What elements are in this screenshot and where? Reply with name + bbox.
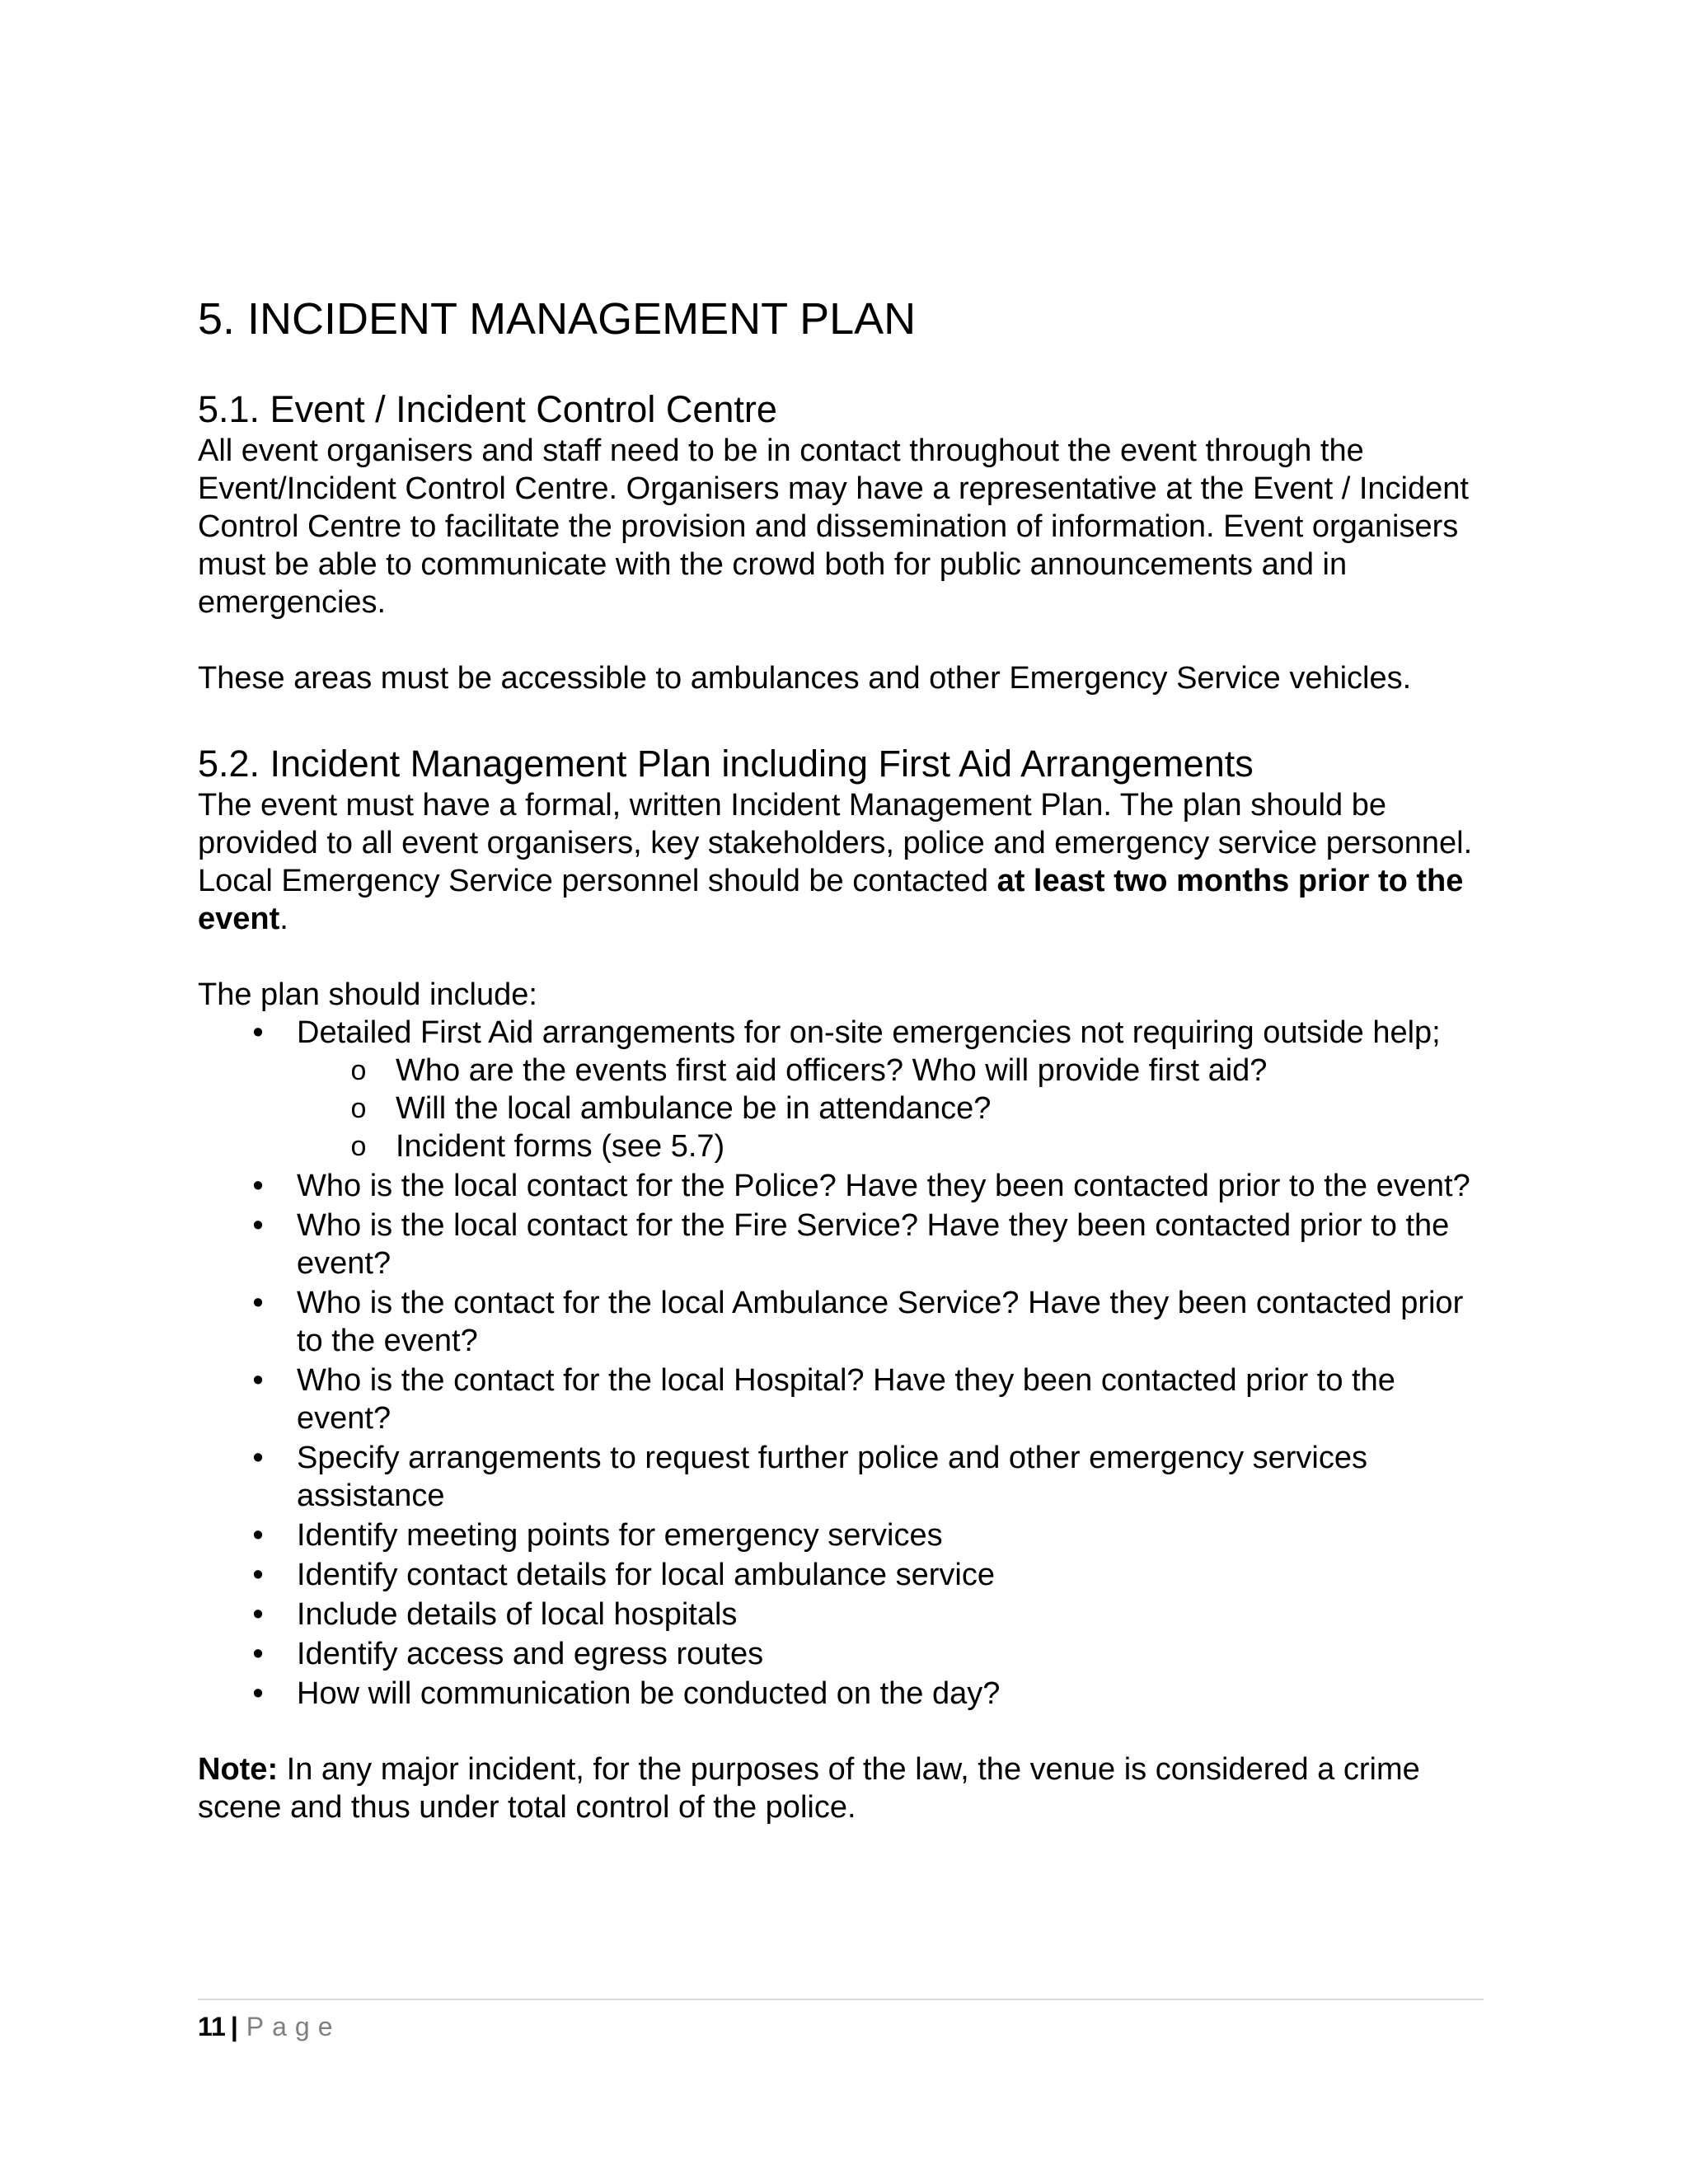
list-item — [198, 1675, 1490, 1713]
list-item — [198, 1439, 1490, 1515]
list-item — [198, 1556, 1490, 1594]
list-item-text: Include details of local hospitals — [297, 1597, 738, 1632]
list-item-text: Who is the contact for the local Ambulance Service? Have they been contacted prior to the event? — [297, 1286, 1464, 1358]
bullet-icon: • — [252, 1597, 264, 1632]
first-aid-sublist — [297, 1052, 1490, 1165]
list-item-text: Identify contact details for local ambulance service — [297, 1558, 995, 1592]
note-paragraph — [198, 1750, 1490, 1826]
paragraph: All event organisers and staff need to be in contact throughout the event through the Event/Incident Control Centre. Organisers may have a representative at the Event / Incident Control Centre to facilitate the provision and dissemination of information. Event organisers must be able to communicate with the crowd both for public announcements and in emergencies. — [198, 434, 1469, 620]
sub-list-item — [297, 1052, 1490, 1090]
sub-list-item — [297, 1090, 1490, 1127]
plan-items-list — [198, 1014, 1490, 1713]
list-item — [198, 1284, 1490, 1360]
bullet-icon: • — [252, 1676, 264, 1711]
emphasis-text: at least two months prior to the event — [198, 864, 1464, 936]
list-item — [198, 1635, 1490, 1673]
section-incident-management-plan — [198, 742, 1490, 1826]
section-heading: 5.2. Incident Management Plan including First Aid Arrangements — [198, 743, 1254, 785]
bullet-icon: • — [252, 1637, 264, 1671]
bullet-icon: • — [252, 1208, 264, 1243]
list-item-text: Who is the contact for the local Hospital? Have they been contacted prior to the event? — [297, 1363, 1395, 1436]
list-item — [198, 1596, 1490, 1633]
list-item — [198, 1207, 1490, 1282]
circle-bullet-icon: o — [350, 1055, 367, 1086]
paragraph — [198, 786, 1490, 938]
circle-bullet-icon: o — [350, 1093, 367, 1124]
bullet-icon: • — [252, 1558, 264, 1592]
list-item — [198, 1361, 1490, 1437]
bullet-icon: • — [252, 1015, 264, 1050]
circle-bullet-icon: o — [350, 1131, 367, 1162]
list-item — [198, 1014, 1490, 1165]
paragraph-text: . — [279, 902, 288, 936]
list-item — [198, 1516, 1490, 1554]
note-text: In any major incident, for the purposes of the law, the venue is considered a crime scene and thus under total control of the police. — [198, 1752, 1420, 1825]
section-heading: 5.1. Event / Incident Control Centre — [198, 388, 777, 430]
list-intro: The plan should include: — [198, 977, 537, 1012]
bullet-icon: • — [252, 1441, 264, 1475]
section-event-control-centre — [198, 387, 1490, 697]
sub-list-item-text: Incident forms (see 5.7) — [396, 1129, 725, 1164]
sub-list-item-text: Will the local ambulance be in attendance? — [396, 1091, 992, 1126]
paragraph: These areas must be accessible to ambulances and other Emergency Service vehicles. — [198, 661, 1412, 696]
list-item-text: Who is the local contact for the Fire Service? Have they been contacted prior to the event? — [297, 1208, 1450, 1281]
bullet-icon: • — [252, 1169, 264, 1203]
list-item-text: Specify arrangements to request further police and other emergency services assistance — [297, 1441, 1367, 1513]
sub-list-item-text: Who are the events first aid officers? Who will provide first aid? — [396, 1053, 1268, 1088]
list-item-text: How will communication be conducted on the day? — [297, 1676, 1001, 1711]
list-item — [198, 1167, 1490, 1205]
list-item-text: Who is the local contact for the Police? Have they been contacted prior to the event? — [297, 1169, 1470, 1203]
list-item-text: Detailed First Aid arrangements for on-site emergencies not requiring outside help; — [297, 1015, 1441, 1050]
footer-separator: | — [230, 2012, 238, 2041]
bullet-icon: • — [252, 1518, 264, 1553]
page-title: 5. INCIDENT MANAGEMENT PLAN — [198, 294, 917, 344]
page-number: 11 — [198, 2012, 226, 2041]
list-item-text: Identify access and egress routes — [297, 1637, 764, 1671]
list-item-text: Identify meeting points for emergency services — [297, 1518, 943, 1553]
bullet-icon: • — [252, 1363, 264, 1398]
document-page — [198, 0, 1490, 2184]
page-footer — [198, 1999, 1484, 2043]
page-label: Page — [246, 2012, 341, 2041]
note-label: Note: — [198, 1752, 279, 1787]
paragraph-text: The event must have a formal, written Incident Management Plan. The plan should be provided to all event organisers, key stakeholders, police and emergency service personnel. Local Emergency Service personnel should be contacted — [198, 788, 1473, 898]
bullet-icon: • — [252, 1286, 264, 1320]
sub-list-item — [297, 1127, 1490, 1165]
